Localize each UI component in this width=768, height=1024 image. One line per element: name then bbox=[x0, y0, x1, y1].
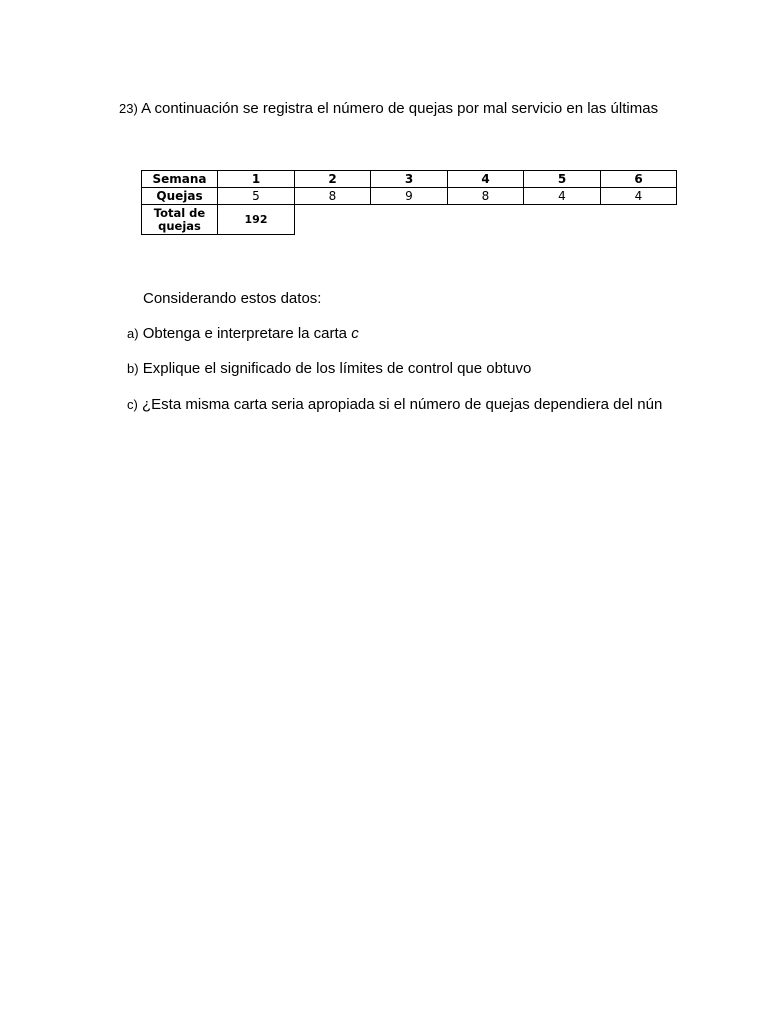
item-a-marker: a) bbox=[127, 326, 139, 341]
item-b-marker: b) bbox=[127, 361, 139, 376]
item-c-text: ¿Esta misma carta seria apropiada si el número de quejas dependiera del nún bbox=[142, 396, 663, 413]
item-c-marker: c) bbox=[127, 397, 138, 412]
week-cell: 2 bbox=[295, 171, 371, 188]
item-b bbox=[127, 360, 531, 378]
week-cell: 6 bbox=[601, 171, 677, 188]
complaints-cell: 8 bbox=[295, 188, 371, 205]
item-a-text: Obtenga e interpretare la carta bbox=[142, 325, 352, 342]
complaints-cell: 4 bbox=[601, 188, 677, 205]
total-label-line1: Total de bbox=[153, 205, 206, 220]
question-number: 23) bbox=[119, 101, 138, 116]
complaints-cell: 8 bbox=[448, 188, 524, 205]
week-cell: 4 bbox=[448, 171, 524, 188]
table-row-weeks bbox=[142, 171, 677, 188]
item-b-text: Explique el significado de los límites de control que obtuvo bbox=[142, 360, 532, 377]
complaints-cell: 5 bbox=[218, 188, 295, 205]
question-line bbox=[119, 100, 658, 118]
week-cell: 3 bbox=[371, 171, 448, 188]
total-value-cell: 192 bbox=[218, 205, 295, 235]
question-text: A continuación se registra el número de quejas por mal servicio en las últimas bbox=[141, 100, 659, 117]
table-row-complaints bbox=[142, 188, 677, 205]
complaints-cell: 9 bbox=[371, 188, 448, 205]
item-c bbox=[127, 396, 679, 414]
complaints-table bbox=[141, 170, 677, 235]
week-cell: 5 bbox=[524, 171, 601, 188]
table-row-total bbox=[142, 205, 677, 235]
week-cell: 1 bbox=[218, 171, 295, 188]
item-a-italic: c bbox=[351, 325, 359, 342]
week-header-label: Semana bbox=[142, 171, 218, 188]
empty-cell bbox=[295, 205, 677, 235]
total-label-cell bbox=[142, 205, 218, 235]
total-label-line2: quejas bbox=[158, 218, 201, 233]
complaints-cell: 4 bbox=[524, 188, 601, 205]
intro-line: Considerando estos datos: bbox=[143, 290, 322, 307]
complaints-row-label: Quejas bbox=[142, 188, 218, 205]
item-a bbox=[127, 325, 359, 343]
